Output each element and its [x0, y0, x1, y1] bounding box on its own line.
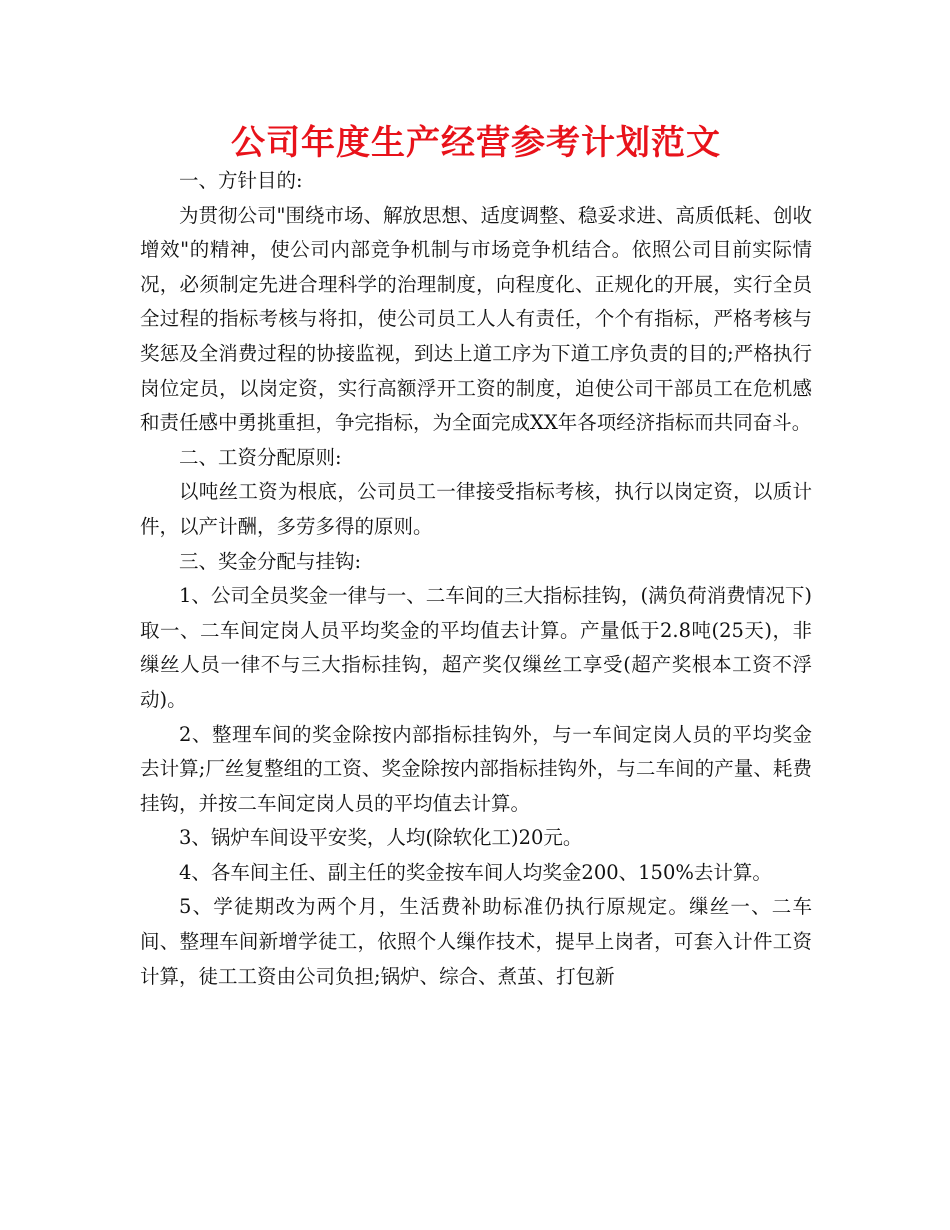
paragraph-bonus-item-3: 3、锅炉车间设平安奖，人均(除软化工)20元。 [179, 826, 583, 850]
document-page [140, 118, 812, 994]
paragraph-bonus-item-2: 2、整理车间的奖金除按内部指标挂钩外，与一车间定岗人员的平均奖金去计算;厂丝复整组的工资、奖金除按内部指标挂钩外，与二车间的产量、耗费挂钩，并按二车间定岗人员的平均值去计算。 [140, 722, 812, 815]
section-heading-wage-principles: 二、工资分配原则: [179, 445, 342, 469]
paragraph-bonus-item-5: 5、学徒期改为两个月，生活费补助标准仍执行原规定。缫丝一、二车间、整理车间新增学徒工，依照个人缫作技术，提早上岗者，可套入计件工资计算，徒工工资由公司负担;锅炉、综合、煮茧、打包新 [140, 895, 812, 988]
section-heading-policy: 一、方针目的: [179, 169, 303, 192]
paragraph-bonus-item-1: 1、公司全员奖金一律与一、二车间的三大指标挂钩，(满负荷消费情况下)取一、二车间定岗人员平均奖金的平均值去计算。产量低于2.8吨(25天)，非缫丝人员一律不与三大指标挂钩，超产奖仅缫丝工享受(超产奖根本工资不浮动)。 [140, 584, 812, 711]
paragraph-wage-principles: 以吨丝工资为根底，公司员工一律接受指标考核，执行以岗定资，以质计件，以产计酬，多劳多得的原则。 [140, 480, 812, 538]
paragraph-bonus-item-4: 4、各车间主任、副主任的奖金按车间人均奖金200、150%去计算。 [179, 860, 772, 884]
section-heading-bonus: 三、奖金分配与挂钩: [179, 549, 362, 573]
document-title: 公司年度生产经营参考计划范文 [231, 123, 721, 163]
paragraph-policy-body: 为贯彻公司"围绕市场、解放思想、适度调整、稳妥求进、高质低耗、创收增效"的精神，使公司内部竞争机制与市场竞争机结合。依照公司目前实际情况，必须制定先进合理科学的治理制度，向程度化、正规化的开展，实行全员全过程的指标考核与将扣，使公司员工人人有责任，个个有指标，严格考核与奖惩及全消费过程的协接监视，到达上道工序为下道工序负责的目的;严格执行岗位定员，以岗定资，实行高额浮开工资的制度，迫使公司干部员工在危机感和责任感中勇挑重担，争完指标，为全面完成XX年各项经济指标而共同奋斗。 [140, 203, 812, 435]
